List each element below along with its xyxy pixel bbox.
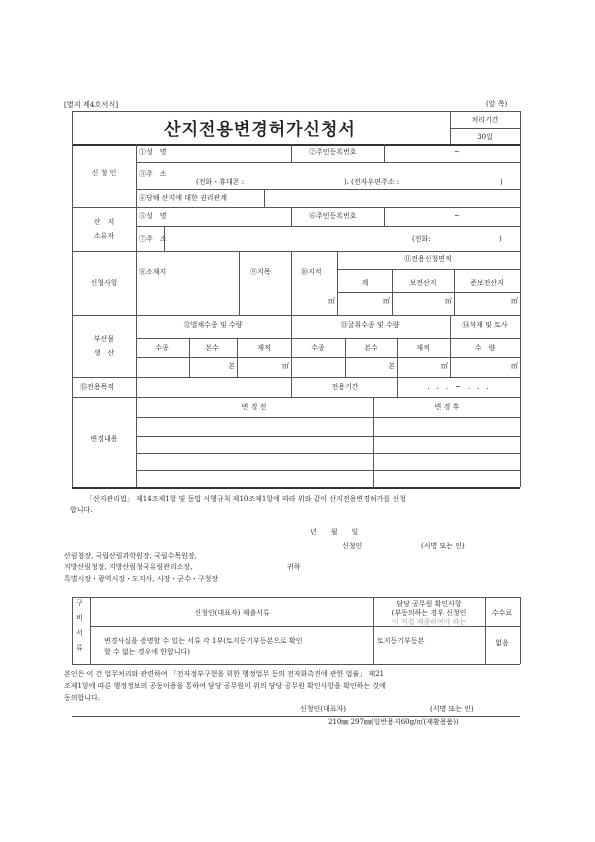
- declaration-sign: (서명 또는 인): [421, 542, 465, 550]
- processing-label: 처리기간: [471, 116, 499, 124]
- change-after-header: 변 경 후: [434, 403, 460, 411]
- title-box-left: [72, 111, 73, 145]
- declaration-date: 년 월 일: [310, 528, 359, 536]
- declaration-applicant: 신청인: [342, 542, 363, 550]
- consent-line1: 본인은 이 건 업무처리와 관련하여 「전자정부구현을 위한 행정업무 등의 전자화촉진에 관한 법률」 제21: [64, 670, 385, 678]
- owner-address-label: ⑦주 소: [139, 235, 167, 243]
- total-label: 계: [361, 279, 369, 287]
- fee-header: 수수료: [491, 609, 513, 617]
- addressee-line2: 지방산림청장, 지방산림청국유림관리소장,: [64, 563, 193, 571]
- owner-name-label: ⑤성 명: [139, 212, 167, 220]
- declaration-line2: 합니다.: [70, 506, 93, 514]
- title-box-right: [520, 111, 521, 145]
- owner-resident-no-label: ⑥주민등록번호: [309, 212, 357, 220]
- owner-section-label: 산 지: [93, 218, 115, 226]
- application-section-label: 신청사항: [90, 279, 118, 287]
- consent-line3: 동의합니다.: [64, 694, 101, 702]
- fee-value: 없음: [495, 639, 509, 647]
- owner-phone-text: (전화:: [412, 235, 431, 243]
- applicant-docs-item: 변경사실을 증명할 수 있는 서류 각 1부(토지등기부등본으로 확인: [104, 637, 303, 645]
- jimok-label: ⑨지목: [250, 268, 271, 276]
- applicant-section-label: 신 청 인: [91, 169, 117, 177]
- applicant-email-text: ). (전자우편주소 :: [344, 178, 400, 186]
- byproducts-section-label: 부산물: [93, 335, 115, 343]
- applicant-address-label: ③주 소: [139, 170, 167, 178]
- logging-label: ⑫벌채수종 및 수량: [183, 321, 243, 329]
- declaration-line1: 「산지관리법」 제14조제1항 및 동법 시행규칙 제10조제1항에 따라 위와 같이 산지전용변경허가를 신청: [86, 495, 406, 503]
- applicant-resident-sep: ~: [454, 148, 460, 156]
- location-label: ⑧소재지: [139, 268, 167, 276]
- addressee-line1: 산림청장, 국립산림과학원장, 국립수목원장,: [64, 552, 197, 560]
- applicant-resident-no-label: ②주민등록번호: [309, 148, 357, 156]
- rights-label: ④당해 산지에 대한 권리관계: [139, 194, 228, 202]
- applicant-docs-header: 신청인(대표자) 제출서류: [194, 609, 270, 617]
- consent-sign: (서명 또는 인): [430, 705, 474, 713]
- purpose-label: ⑮전용목적: [80, 383, 115, 391]
- official-docs-item: 토지등기부등본: [377, 637, 425, 645]
- change-section-label: 변경내용: [90, 435, 118, 443]
- side-label: (앞 쪽): [486, 100, 508, 108]
- table-right-border: [520, 144, 521, 487]
- conversion-area-label: ⑪전용신청면적: [404, 255, 452, 263]
- official-docs-header: 담당 공무원 확인사항: [396, 600, 462, 608]
- form-code: [별지 제4호서식]: [64, 100, 119, 109]
- change-before-header: 변 경 전: [241, 403, 267, 411]
- digging-label: ⑬굴취수종 및 수량: [340, 321, 400, 329]
- applicant-phone-text: (전화・휴대폰 :: [196, 178, 245, 186]
- consent-signer: 신청인(대표자): [300, 705, 347, 713]
- period-label: 전용기간: [331, 383, 359, 391]
- semi-preserve-label: 준보전산지: [470, 279, 504, 287]
- documents-section-label: 구: [76, 599, 83, 607]
- addressee-honorific: 귀하: [287, 563, 301, 571]
- consent-line2: 조제1항에 따른 행정정보의 공동이용을 통하여 담당 공무원이 위의 담당 공무원 확인사항을 확인하는 것에: [64, 682, 386, 690]
- top-rule: [72, 111, 520, 112]
- stone-label: ⑭석재 및 토사: [462, 321, 508, 329]
- page-title: 산지전용변경허가신청서: [164, 120, 356, 140]
- paper-spec: 210㎜ 297㎜(일반용지60g/㎡(재활용품)): [328, 718, 459, 726]
- applicant-name-label: ①성 명: [139, 148, 167, 156]
- processing-value: 30일: [477, 133, 493, 141]
- area-label: ⑩지적: [301, 268, 322, 276]
- preserve-label: 보전산지: [409, 279, 437, 287]
- period-value: . . . ~ . . .: [427, 383, 489, 391]
- addressee-line3: 특별시장・광역시장・도지사, 시장・군수・구청장: [64, 575, 219, 583]
